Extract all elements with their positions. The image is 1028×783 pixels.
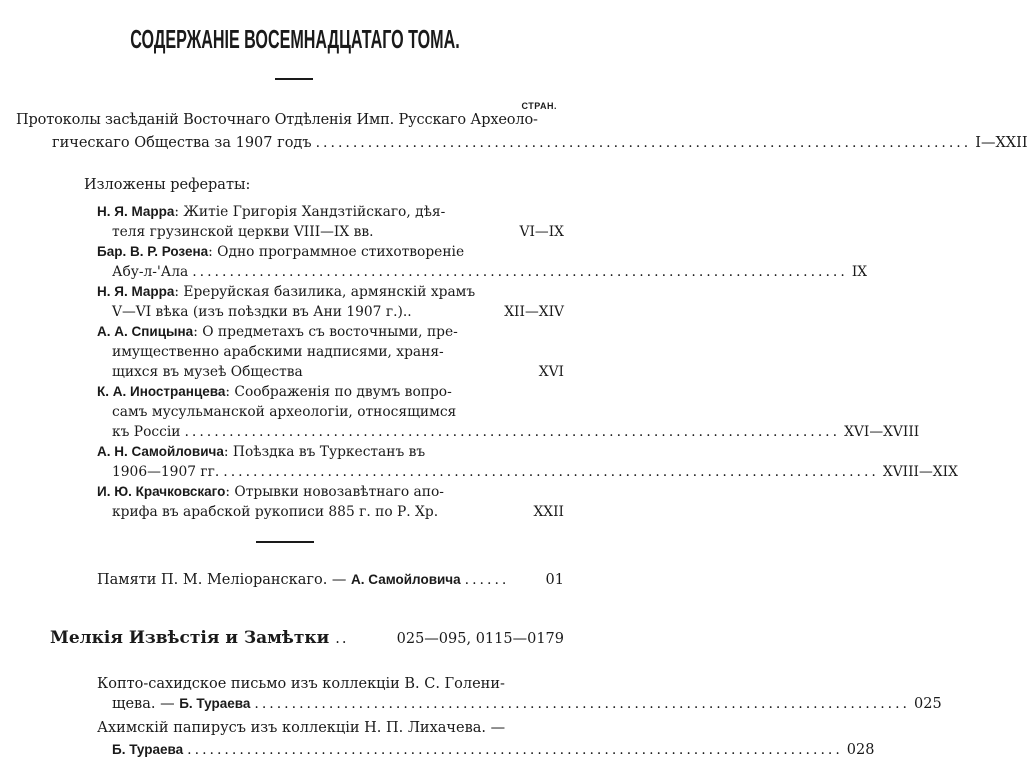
entry-text: : Одно программное стихотвореніе: [208, 244, 465, 260]
leader-dots: ........................................................................................: [315, 135, 972, 151]
entry-line: [97, 242, 464, 262]
leader-dots: ........................................................................................: [254, 696, 910, 712]
entry-text: крифа въ арабской рукописи 885 г. по Р. Хр.: [112, 504, 439, 520]
entry-row: [112, 302, 564, 322]
entry-author: К. А. Иностранцева: [97, 384, 226, 399]
title-divider: [275, 78, 313, 80]
entry-row: [112, 462, 958, 482]
referaty-heading: Изложены рефераты:: [84, 177, 251, 193]
entry-page: XVI: [538, 364, 564, 380]
leader-dots: ........................................................................................: [184, 424, 841, 440]
memory-row: [97, 570, 564, 590]
note-line: Копто-сахидское письмо изъ коллекціи В. С. Голени-: [97, 676, 505, 692]
entry-text: Абу-л-'Ала: [112, 264, 189, 280]
entry-line: [97, 442, 425, 462]
entry-author: А. Н. Самойловича: [97, 444, 224, 459]
entry-line: [97, 202, 445, 222]
leader-dots: ........................................................................................: [223, 464, 879, 480]
entry-text: : Житіе Григорія Хандзтійскаго, дѣя-: [174, 204, 446, 220]
memory-page: 01: [545, 572, 564, 588]
entry-page: XVIII—XIX: [882, 464, 958, 480]
entry-line: [97, 282, 475, 302]
entry-text: : Поѣздка въ Туркестанъ въ: [223, 444, 426, 460]
entry-row: [112, 362, 564, 382]
entry-author: Бар. В. Р. Розена: [97, 244, 209, 259]
section-row: [50, 628, 564, 649]
memory-text: [97, 570, 461, 590]
entry-page: IX: [851, 264, 868, 280]
entry-line: [97, 382, 452, 402]
note-line: Ахимскій папирусъ изъ коллекціи Н. П. Лихачева. —: [97, 720, 506, 736]
memory-author: А. Самойловича: [351, 572, 461, 587]
entry-row: [112, 502, 564, 522]
note-text: [112, 694, 250, 714]
entry-text: теля грузинской церкви VIII—IX вв.: [112, 224, 374, 240]
entry-text: 1906—1907 гг.: [112, 464, 220, 480]
entry-line: [97, 322, 458, 342]
entry-text: V—VI вѣка (изъ поѣздки въ Ани 1907 г.)..: [112, 304, 412, 320]
note-page: 025: [914, 696, 942, 712]
protocols-line-1: Протоколы засѣданій Восточнаго Отдѣленія Имп. Русскаго Археоло-: [16, 112, 538, 128]
leader-dots: ......: [464, 572, 510, 588]
entry-author: И. Ю. Крачковскаго: [97, 484, 226, 499]
entry-page: XII—XIV: [504, 304, 564, 320]
entry-text: : Ерерyйская базилика, армянскій храмъ: [174, 284, 476, 300]
entry-text: : Отрывки новозавѣтнаго апо-: [225, 484, 444, 500]
memory-title: Памяти П. М. Меліоранскаго. —: [97, 572, 352, 588]
entry-text: самъ мусульманской археологіи, относящимся: [112, 404, 457, 420]
entry-row: [112, 262, 868, 282]
entry-page: XVI—XVIII: [844, 424, 920, 440]
entry-author: Н. Я. Марра: [97, 284, 175, 299]
entry-row: [112, 222, 564, 242]
entry-author: А. А. Спицына: [97, 324, 194, 339]
entry-text: имущественно арабскими надписями, храня-: [112, 344, 444, 360]
entry-page: XXII: [533, 504, 564, 520]
entry-text: : Соображенія по двумъ вопро-: [225, 384, 452, 400]
protocols-row: [52, 133, 1028, 153]
entry-line: [97, 482, 444, 502]
leader-dots: ........................................................................................: [187, 742, 843, 758]
note-author: Б. Тураева: [179, 696, 251, 711]
section-divider: [256, 541, 314, 543]
entry-page: VI—IX: [519, 224, 564, 240]
pages-column-header: СТРАН.: [521, 101, 557, 111]
section-pages: 025—095, 0115—0179: [396, 631, 564, 647]
note-author: Б. Тураева: [112, 742, 184, 757]
entry-text: щихся въ музеѣ Общества: [112, 364, 303, 380]
leader-dots: ........................................................................................: [192, 264, 848, 280]
page-title: СОДЕРЖАНІЕ ВОСЕМНАДЦАТАГО ТОМА.: [130, 24, 460, 54]
entry-text: къ Россіи: [112, 424, 181, 440]
section-title: Мелкія Извѣстія и Замѣтки: [50, 628, 330, 648]
leader-dots: ..: [335, 631, 349, 647]
note-row: [112, 740, 875, 760]
entry-text: : О предметахъ съ восточными, пре-: [193, 324, 458, 340]
entry-author: Н. Я. Марра: [97, 204, 175, 219]
protocols-line-2: гическаго Общества за 1907 годъ: [52, 135, 312, 151]
protocols-page: I—XXII: [975, 135, 1028, 151]
note-page: 028: [846, 742, 875, 758]
note-row: [112, 694, 942, 714]
note-text-part: щева. —: [112, 696, 180, 712]
entry-row: [112, 422, 920, 442]
